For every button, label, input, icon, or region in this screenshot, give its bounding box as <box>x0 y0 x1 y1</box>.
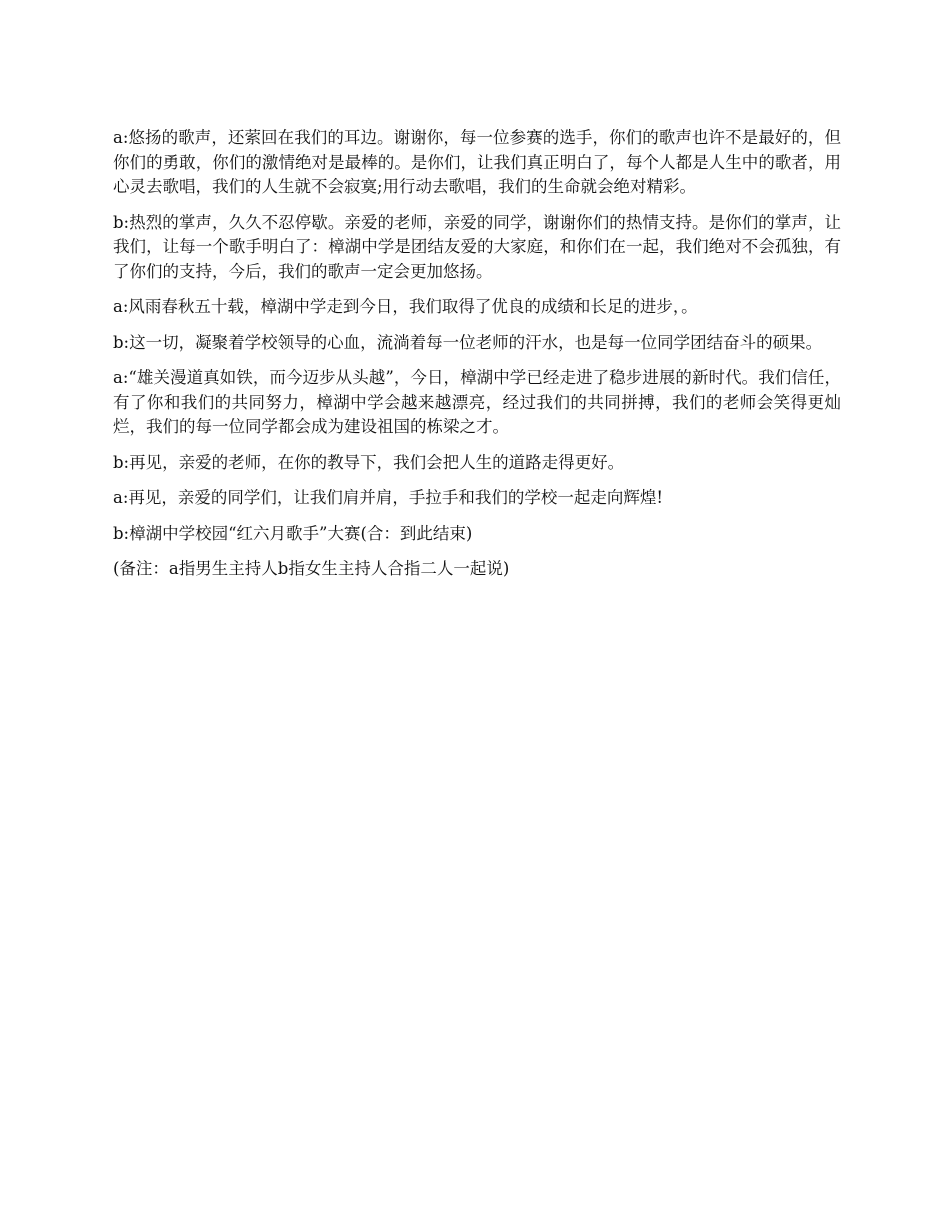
paragraph-1: a:悠扬的歌声，还萦回在我们的耳边。谢谢你，每一位参赛的选手，你们的歌声也许不是最好的，但你们的勇敢，你们的激情绝对是最棒的。是你们，让我们真正明白了，每个人都是人生中的歌者，用心灵去歌唱，我们的人生就不会寂寞;用行动去歌唱，我们的生命就会绝对精彩。 <box>113 128 841 196</box>
paragraph-7: a:再见，亲爱的同学们，让我们肩并肩，手拉手和我们的学校一起走向辉煌! <box>113 488 664 507</box>
paragraph-9: (备注：a指男生主持人b指女生主持人合指二人一起说) <box>113 559 510 578</box>
paragraph-8: b:樟湖中学校园“红六月歌手”大赛(合：到此结束) <box>113 523 473 543</box>
paragraph-5: a:“雄关漫道真如铁，而今迈步从头越”，今日，樟湖中学已经走进了稳步进展的新时代。我们信任，有了你和我们的共同努力，樟湖中学会越来越漂亮，经过我们的共同拼搏，我们的老师会笑得更灿烂，我们的每一位同学都会成为建设祖国的栋梁之才。 <box>113 368 841 436</box>
paragraph-3: a:风雨春秋五十载，樟湖中学走到今日，我们取得了优良的成绩和长足的进步，。 <box>113 297 698 316</box>
paragraph-2: b:热烈的掌声，久久不忍停歇。亲爱的老师，亲爱的同学，谢谢你们的热情支持。是你们的掌声，让我们，让每一个歌手明白了：樟湖中学是团结友爱的大家庭，和你们在一起，我们绝对不会孤独，有了你们的支持，今后，我们的歌声一定会更加悠扬。 <box>113 212 841 281</box>
paragraph-4: b:这一切，凝聚着学校领导的心血，流淌着每一位老师的汗水，也是每一位同学团结奋斗的硕果。 <box>113 332 823 352</box>
document-body <box>113 126 841 593</box>
paragraph-6: b:再见，亲爱的老师，在你的教导下，我们会把人生的道路走得更好。 <box>113 452 625 472</box>
